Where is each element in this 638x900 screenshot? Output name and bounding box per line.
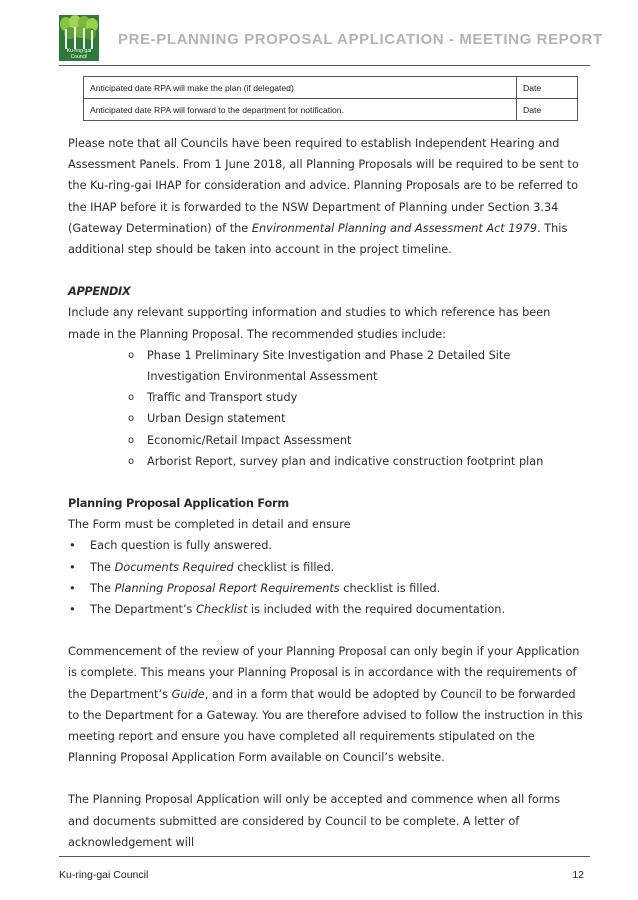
list-item-text: Phase 1 Preliminary Site Investigation and Phase 2 Detailed Site Investigation Environmental Assessment <box>147 348 511 384</box>
bullet-icon: • <box>69 560 76 574</box>
circle-bullet-icon: o <box>128 413 135 425</box>
list-item <box>128 451 583 472</box>
ihap-text: Please note that all Councils have been required to establish Independent Hearing and Assessment Panels. From 1 June 2018, all Planning Proposals will be required to be sent to the Ku-ring-gai IHAP for consideration and advice. Planning Proposals are to be referred to the IHAP before it is forwarded to the NSW Department of Planning under Section 3.34 (Gateway Determination) of the <box>68 137 579 235</box>
commencement-text: Commencement of the review of your Planning Proposal can only begin if your Application is complete. This means your Planning Proposal is in accordance with the requirements of the Department’s <box>68 645 580 701</box>
list-item <box>128 345 583 387</box>
list-item-text: The Department’s <box>90 603 197 617</box>
logo-wordmark <box>59 49 99 60</box>
form-heading: Planning Proposal Application Form <box>68 497 289 511</box>
list-item-text: Urban Design statement <box>147 412 286 426</box>
footer-divider <box>59 856 590 857</box>
circle-bullet-icon: o <box>128 392 135 404</box>
circle-bullet-icon: o <box>128 434 135 446</box>
footer-organisation: Ku-ring-gai Council <box>59 869 149 881</box>
appendix-intro: Include any relevant supporting information and studies to which reference has been made in the Planning Proposal. The recommended studies include: <box>68 306 551 341</box>
closing-paragraph: The Planning Proposal Application will only be accepted and commence when all forms and documents submitted are considered by Council to be complete. A letter of acknowledgement will <box>68 793 561 849</box>
documents-required-title: Documents Required <box>114 560 234 574</box>
guide-title: Guide <box>171 687 205 701</box>
recommended-studies-list <box>68 345 583 472</box>
checklist-title: Checklist <box>196 603 248 617</box>
list-item-text: The <box>90 560 115 574</box>
table-row <box>84 99 578 121</box>
list-item-text: Each question is fully answered. <box>90 539 272 553</box>
header-divider <box>59 65 590 66</box>
table-row <box>84 77 578 99</box>
bullet-icon: • <box>69 603 76 617</box>
report-requirements-title: Planning Proposal Report Requirements <box>114 581 340 595</box>
list-item <box>69 535 583 556</box>
table-cell-label: Anticipated date RPA will forward to the department for notification. <box>84 99 517 121</box>
logo-line2: Council <box>70 53 88 60</box>
anticipated-dates-table <box>83 76 578 121</box>
act-title: Environmental Planning and Assessment Act 1979 <box>251 221 538 235</box>
ihap-text-end: . This additional step should be taken into account in the project timeline. <box>68 221 568 257</box>
table-cell-date: Date <box>517 99 578 121</box>
appendix-heading: APPENDIX <box>68 285 131 299</box>
circle-bullet-icon: o <box>128 455 135 467</box>
list-item <box>128 408 583 429</box>
list-item-text-end: is included with the required documentation. <box>247 603 506 617</box>
list-item <box>69 599 583 620</box>
list-item <box>69 557 583 578</box>
report-body <box>68 133 583 853</box>
bullet-icon: • <box>69 539 76 553</box>
list-item <box>69 578 583 599</box>
list-item-text: The <box>90 581 115 595</box>
list-item-text: Arborist Report, survey plan and indicative construction footprint plan <box>147 454 544 468</box>
table-cell-date: Date <box>517 77 578 99</box>
commencement-paragraph <box>68 641 583 768</box>
list-item-text-end: checklist is filled. <box>233 560 335 574</box>
bullet-icon: • <box>69 581 76 595</box>
page-number: 12 <box>572 869 584 881</box>
ihap-paragraph <box>68 133 583 260</box>
circle-bullet-icon: o <box>128 349 135 361</box>
list-item <box>128 387 583 408</box>
council-logo <box>59 15 99 61</box>
list-item <box>128 430 583 451</box>
form-requirements-list <box>68 535 583 620</box>
form-intro: The Form must be completed in detail and ensure <box>68 518 351 532</box>
report-title: PRE-PLANNING PROPOSAL APPLICATION - MEETING REPORT <box>118 31 603 48</box>
commencement-text-end: , and in a form that would be adopted by Council to be forwarded to the Department for a Gateway. You are therefore advised to follow the instruction in this meeting report and ensure you have completed all requirements stipulated on the Planning Proposal Application Form available on Council’s website. <box>68 687 583 765</box>
table-cell-label: Anticipated date RPA will make the plan (if delegated) <box>84 77 517 99</box>
list-item-text: Economic/Retail Impact Assessment <box>147 433 352 447</box>
logo-line1: Ku-ring-gai <box>66 48 92 54</box>
list-item-text: Traffic and Transport study <box>147 391 298 405</box>
list-item-text-end: checklist is filled. <box>339 581 441 595</box>
